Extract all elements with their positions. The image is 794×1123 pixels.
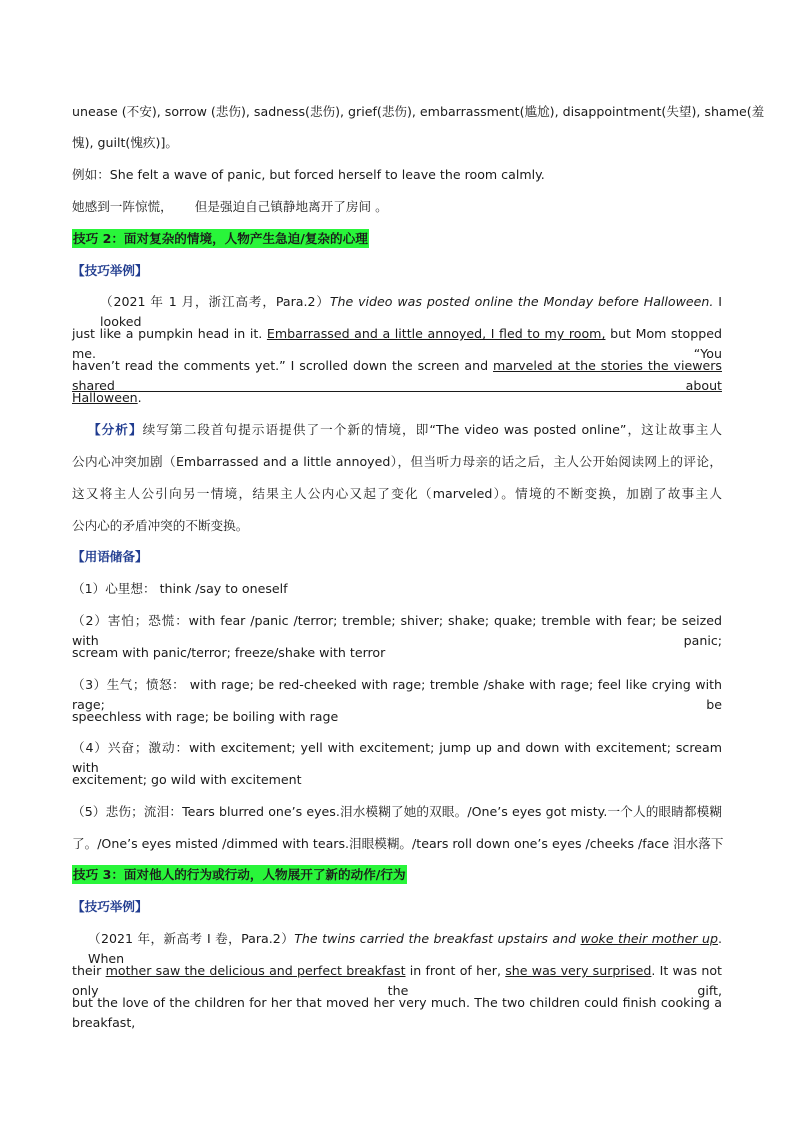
tip2-analysis-label: 【分析】 — [88, 422, 143, 437]
tip2-example-line-3 — [72, 356, 722, 393]
tip2-analysis-line-3: 这又将主人公引向另一情境，结果主人公内心又起了变化（marveled）。情境的不断变换，加剧了故事主人 — [72, 486, 722, 501]
vocab-item-3: （3）生气；愤怒： with rage; be red-cheeked with rage; tremble /shake with rage; feel like crying with rage; be — [72, 677, 722, 712]
tip2-underlined-text: marveled at the stories the viewers shared about — [72, 358, 722, 393]
tip3-text: in front of her, — [409, 963, 501, 978]
tip2-text: but Mom stopped me. “You — [72, 326, 722, 361]
tip3-text: . It was not only the gift, — [72, 963, 722, 998]
vocab-item-5: （5）悲伤；流泪：Tears blurred one’s eyes.泪水模糊了她的双眼。/One’s eyes got misty.一个人的眼睛都模糊 — [72, 804, 722, 819]
tip2-example-line-1 — [100, 292, 722, 329]
tip2-vocab-label-row — [72, 547, 722, 567]
tip2-text: just like a pumpkin head in it. — [72, 326, 263, 341]
tip2-analysis-line-1 — [88, 420, 722, 440]
tip3-underlined-text: woke their mother up — [580, 931, 718, 946]
vocab-item-2: （2）害怕；恐慌：with fear /panic /terror; tremble; shiver; shake; quake; tremble with fear; be seized with panic; — [72, 613, 722, 648]
tip2-example-line-2 — [72, 324, 722, 361]
vocab-continuation-line: unease (不安), sorrow (悲伤), sadness(悲伤), grief(悲伤), embarrassment(尴尬), disappointment(失望), shame(羞 — [72, 104, 765, 119]
tip3-example-line-3: but the love of the children for her that moved her very much. The two children could finish cooking a breakfast, — [72, 995, 722, 1030]
tip2-heading: 技巧 2：面对复杂的情境，人物产生急迫/复杂的心理 — [73, 231, 368, 246]
tip2-text: . — [137, 390, 142, 405]
example-sentence-zh — [72, 197, 722, 217]
tip3-example-label: 【技巧举例】 — [72, 899, 148, 914]
tip2-source: （2021 年 1 月，浙江高考，Para.2） — [100, 294, 330, 309]
tip2-underlined-text: Halloween — [72, 390, 138, 405]
vocab-item-3-cont: speechless with rage; be boiling with rage — [72, 709, 339, 724]
tip2-example-label-row — [72, 261, 722, 281]
vocab-item-5-cont: 了。/One’s eyes misted /dimmed with tears.泪眼模糊。/tears roll down one’s eyes /cheeks /face 泪水落下 — [72, 836, 724, 851]
tip3-heading: 技巧 3：面对他人的行为或行动，人物展开了新的动作/行为 — [73, 867, 406, 882]
tip2-underlined-text: Embarrassed and a little annoyed, I fled to my room, — [266, 326, 606, 341]
tip2-example-label: 【技巧举例】 — [72, 263, 148, 278]
vocab-item-4-cont: excitement; go wild with excitement — [72, 772, 302, 787]
tip3-underlined-text: mother saw the delicious and perfect breakfast — [105, 963, 406, 978]
vocab-item-2-cont: scream with panic/terror; freeze/shake with terror — [72, 645, 386, 660]
example-sentence-en: 例如：She felt a wave of panic, but forced herself to leave the room calmly. — [72, 167, 545, 182]
vocab-item-4: （4）兴奋；激动：with excitement; yell with excitement; jump up and down with excitement; scream with — [72, 740, 722, 775]
tip2-text: haven’t read the comments yet.” I scrolled down the screen and — [72, 358, 489, 373]
tip3-example-line-2 — [72, 961, 722, 998]
tip3-prompt-italic: The twins carried the breakfast upstairs and — [294, 931, 577, 946]
tip3-example-label-row — [72, 897, 722, 917]
tip2-vocab-label: 【用语储备】 — [72, 549, 148, 564]
example-zh-part1: 她感到一阵惊慌， — [72, 199, 173, 214]
tip3-source: （2021 年，新高考 I 卷，Para.2） — [88, 931, 295, 946]
tip3-underlined-text: she was very surprised — [505, 963, 652, 978]
tip2-analysis-text: 续写第二段首句提示语提供了一个新的情境，即“The video was posted online”，这让故事主人 — [142, 422, 722, 437]
vocab-item-1: （1）心里想： think /say to oneself — [72, 581, 288, 596]
vocab-continuation-line: 愧), guilt(愧疚)]。 — [72, 135, 178, 150]
tip2-example-line-4 — [72, 388, 722, 408]
example-zh-part2: 但是强迫自己镇静地离开了房间 。 — [194, 199, 388, 214]
tip2-analysis-line-4: 公内心的矛盾冲突的不断变换。 — [72, 518, 249, 533]
tip2-text: I looked — [100, 294, 722, 329]
tip2-analysis-line-2: 公内心冲突加剧（Embarrassed and a little annoyed），但当听力母亲的话之后，主人公开始阅读网上的评论， — [72, 454, 722, 469]
tip3-text: . When — [88, 931, 722, 966]
tip3-text: their — [72, 963, 102, 978]
tip2-prompt-italic: The video was posted online the Monday before Halloween. — [329, 294, 714, 309]
tip2-heading-row — [72, 229, 722, 249]
tip3-example-line-1 — [88, 929, 722, 966]
tip3-heading-row — [72, 865, 722, 885]
